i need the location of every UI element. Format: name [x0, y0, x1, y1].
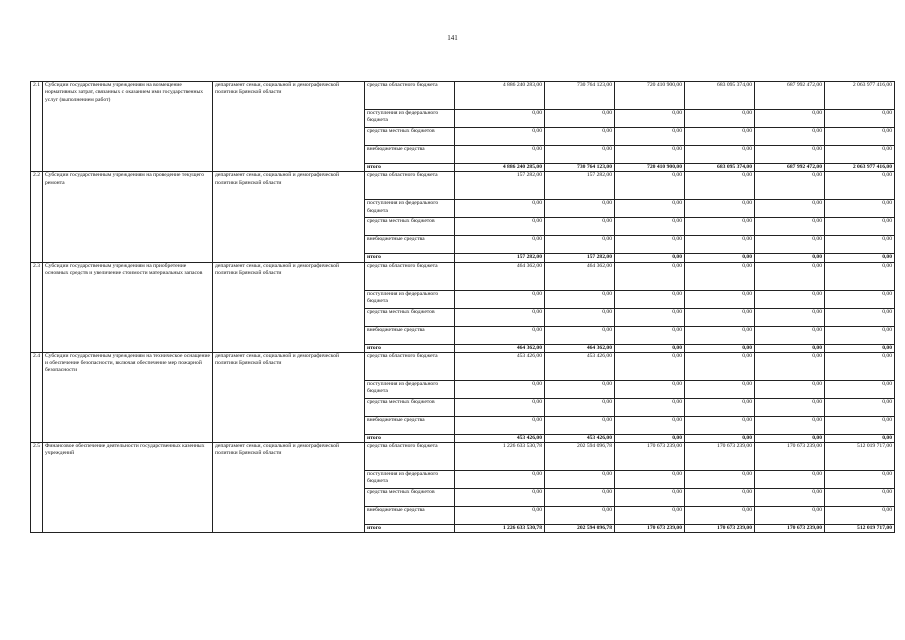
funding-source: внебюджетные средства [365, 146, 455, 164]
amount-cell: 0,00 [615, 308, 685, 326]
row-number: 2.1 [31, 82, 43, 172]
amount-cell: 0,00 [455, 308, 545, 326]
table-row [31, 262, 895, 290]
amount-cell: 170 673 239,00 [755, 525, 825, 533]
funding-source: итого [365, 164, 455, 172]
amount-cell: 0,00 [685, 352, 755, 380]
funding-source: средства местных бюджетов [365, 218, 455, 236]
amount-cell: 0,00 [685, 200, 755, 218]
amount-cell: 0,00 [615, 200, 685, 218]
amount-cell: 0,00 [755, 326, 825, 344]
amount-cell: 0,00 [755, 380, 825, 398]
amount-cell: 0,00 [545, 308, 615, 326]
amount-cell: 0,00 [545, 128, 615, 146]
table-row [31, 443, 895, 471]
amount-cell: 0,00 [825, 308, 895, 326]
amount-cell: 0,00 [755, 290, 825, 308]
page-number: 141 [447, 34, 458, 42]
amount-cell: 0,00 [825, 146, 895, 164]
amount-cell: 170 673 239,00 [755, 443, 825, 471]
amount-cell: 0,00 [755, 507, 825, 525]
amount-cell: 0,00 [455, 218, 545, 236]
amount-cell: 0,00 [825, 416, 895, 434]
funding-source: поступления из федерального бюджета [365, 380, 455, 398]
funding-source: внебюджетные средства [365, 326, 455, 344]
amount-cell: 0,00 [755, 236, 825, 254]
amount-cell: 0,00 [685, 344, 755, 352]
measure-name: Субсидии государственным учреждениям на приобретение основных средств и увеличение стоимости материальных запасов [43, 262, 213, 352]
amount-cell: 0,00 [455, 128, 545, 146]
amount-cell: 730 764 123,00 [545, 164, 615, 172]
amount-cell: 0,00 [545, 380, 615, 398]
amount-cell: 0,00 [685, 236, 755, 254]
amount-cell: 0,00 [455, 416, 545, 434]
measure-name: Субсидии государственным учреждениям на техническое оснащение и обеспечение безопасности, включая обеспечение мер пожарной безопасности [43, 352, 213, 442]
amount-cell: 0,00 [545, 218, 615, 236]
amount-cell: 0,00 [755, 308, 825, 326]
amount-cell: 0,00 [825, 218, 895, 236]
amount-cell: 0,00 [755, 172, 825, 200]
amount-cell: 0,00 [755, 262, 825, 290]
amount-cell: 453 426,00 [455, 352, 545, 380]
amount-cell: 0,00 [755, 398, 825, 416]
amount-cell: 0,00 [545, 489, 615, 507]
amount-cell: 0,00 [455, 398, 545, 416]
amount-cell: 0,00 [545, 416, 615, 434]
amount-cell: 0,00 [685, 471, 755, 489]
amount-cell: 0,00 [685, 262, 755, 290]
amount-cell: 0,00 [825, 352, 895, 380]
executor: департамент семьи, социальной и демографической политики Брянской области [213, 172, 365, 262]
amount-cell: 0,00 [545, 398, 615, 416]
amount-cell: 730 764 123,00 [545, 82, 615, 110]
amount-cell: 0,00 [545, 290, 615, 308]
amount-cell: 0,00 [825, 200, 895, 218]
amount-cell: 0,00 [615, 380, 685, 398]
amount-cell: 0,00 [615, 236, 685, 254]
amount-cell: 0,00 [755, 146, 825, 164]
funding-source: средства областного бюджета [365, 443, 455, 471]
amount-cell: 683 095 374,00 [685, 164, 755, 172]
amount-cell: 0,00 [455, 290, 545, 308]
amount-cell: 0,00 [825, 254, 895, 262]
amount-cell: 170 673 239,00 [685, 525, 755, 533]
amount-cell: 0,00 [615, 416, 685, 434]
amount-cell: 0,00 [685, 507, 755, 525]
funding-source: поступления из федерального бюджета [365, 110, 455, 128]
amount-cell: 464 362,00 [545, 344, 615, 352]
amount-cell: 0,00 [755, 254, 825, 262]
amount-cell: 0,00 [685, 218, 755, 236]
amount-cell: 0,00 [755, 128, 825, 146]
measure-name: Субсидии государственным учреждениям на проведение текущего ремонта [43, 172, 213, 262]
amount-cell: 0,00 [545, 200, 615, 218]
amount-cell: 0,00 [825, 344, 895, 352]
amount-cell: 0,00 [545, 507, 615, 525]
amount-cell: 0,00 [615, 254, 685, 262]
amount-cell: 4 886 240 283,00 [455, 82, 545, 110]
amount-cell: 0,00 [685, 254, 755, 262]
amount-cell: 4 886 240 285,00 [455, 164, 545, 172]
amount-cell: 720 410 900,00 [615, 164, 685, 172]
amount-cell: 464 362,00 [455, 262, 545, 290]
amount-cell: 453 426,00 [545, 434, 615, 442]
measure-name: Субсидии государственным учреждениям на возмещение нормативных затрат, связанных с оказанием ими государственных услуг (выполнением работ) [43, 82, 213, 172]
amount-cell: 0,00 [455, 489, 545, 507]
executor: департамент семьи, социальной и демографической политики Брянской области [213, 443, 365, 533]
amount-cell: 157 282,00 [545, 172, 615, 200]
amount-cell: 0,00 [615, 218, 685, 236]
amount-cell: 0,00 [825, 128, 895, 146]
amount-cell: 0,00 [685, 146, 755, 164]
row-number: 2.2 [31, 172, 43, 262]
amount-cell: 0,00 [685, 308, 755, 326]
amount-cell: 0,00 [755, 471, 825, 489]
executor: департамент семьи, социальной и демографической политики Брянской области [213, 82, 365, 172]
amount-cell: 0,00 [615, 507, 685, 525]
amount-cell: 2 063 977 416,00 [825, 164, 895, 172]
amount-cell: 683 095 374,00 [685, 82, 755, 110]
funding-source: внебюджетные средства [365, 416, 455, 434]
table-row [31, 82, 895, 110]
funding-source: средства областного бюджета [365, 172, 455, 200]
funding-source: средства местных бюджетов [365, 489, 455, 507]
amount-cell: 0,00 [685, 110, 755, 128]
executor: департамент семьи, социальной и демографической политики Брянской области [213, 262, 365, 352]
amount-cell: 157 282,00 [545, 254, 615, 262]
amount-cell: 0,00 [545, 236, 615, 254]
amount-cell: 0,00 [685, 416, 755, 434]
amount-cell: 0,00 [455, 110, 545, 128]
amount-cell: 0,00 [615, 262, 685, 290]
amount-cell: 0,00 [615, 128, 685, 146]
funding-source: итого [365, 254, 455, 262]
amount-cell: 687 992 472,00 [755, 82, 825, 110]
funding-source: итого [365, 344, 455, 352]
amount-cell: 0,00 [615, 172, 685, 200]
amount-cell: 0,00 [615, 398, 685, 416]
amount-cell: 0,00 [455, 471, 545, 489]
amount-cell: 720 410 900,00 [615, 82, 685, 110]
amount-cell: 202 594 096,78 [545, 525, 615, 533]
amount-cell: 0,00 [825, 262, 895, 290]
amount-cell: 0,00 [615, 352, 685, 380]
amount-cell: 453 426,00 [455, 434, 545, 442]
amount-cell: 0,00 [685, 326, 755, 344]
amount-cell: 0,00 [615, 434, 685, 442]
amount-cell: 0,00 [825, 380, 895, 398]
amount-cell: 512 019 717,00 [825, 443, 895, 471]
amount-cell: 202 594 096,78 [545, 443, 615, 471]
amount-cell: 0,00 [755, 434, 825, 442]
funding-source: поступления из федерального бюджета [365, 471, 455, 489]
table-row [31, 352, 895, 380]
amount-cell: 1 226 633 530,78 [455, 443, 545, 471]
amount-cell: 0,00 [685, 489, 755, 507]
amount-cell: 0,00 [615, 344, 685, 352]
funding-source: средства местных бюджетов [365, 128, 455, 146]
amount-cell: 0,00 [755, 416, 825, 434]
amount-cell: 157 282,00 [455, 172, 545, 200]
funding-source: средства местных бюджетов [365, 308, 455, 326]
amount-cell: 453 426,00 [545, 352, 615, 380]
funding-source: итого [365, 525, 455, 533]
amount-cell: 157 282,00 [455, 254, 545, 262]
table-row [31, 172, 895, 200]
amount-cell: 0,00 [755, 200, 825, 218]
funding-source: внебюджетные средства [365, 236, 455, 254]
budget-table [30, 81, 895, 533]
amount-cell: 0,00 [685, 398, 755, 416]
amount-cell: 464 362,00 [455, 344, 545, 352]
amount-cell: 0,00 [615, 290, 685, 308]
amount-cell: 0,00 [455, 236, 545, 254]
amount-cell: 0,00 [755, 218, 825, 236]
funding-source: поступления из федерального бюджета [365, 200, 455, 218]
amount-cell: 0,00 [615, 471, 685, 489]
amount-cell: 0,00 [545, 110, 615, 128]
amount-cell: 512 019 717,00 [825, 525, 895, 533]
amount-cell: 0,00 [455, 200, 545, 218]
amount-cell: 0,00 [755, 489, 825, 507]
row-number: 2.5 [31, 443, 43, 533]
amount-cell: 0,00 [685, 434, 755, 442]
row-number: 2.3 [31, 262, 43, 352]
amount-cell: 0,00 [455, 146, 545, 164]
executor: департамент семьи, социальной и демографической политики Брянской области [213, 352, 365, 442]
amount-cell: 0,00 [825, 172, 895, 200]
amount-cell: 0,00 [685, 290, 755, 308]
funding-source: поступления из федерального бюджета [365, 290, 455, 308]
amount-cell: 1 226 633 530,78 [455, 525, 545, 533]
amount-cell: 0,00 [825, 236, 895, 254]
amount-cell: 0,00 [825, 507, 895, 525]
amount-cell: 0,00 [545, 471, 615, 489]
amount-cell: 0,00 [825, 434, 895, 442]
amount-cell: 0,00 [825, 471, 895, 489]
funding-source: средства местных бюджетов [365, 398, 455, 416]
funding-source: внебюджетные средства [365, 507, 455, 525]
funding-source: итого [365, 434, 455, 442]
amount-cell: 170 673 239,00 [615, 443, 685, 471]
amount-cell: 0,00 [825, 326, 895, 344]
amount-cell: 0,00 [825, 110, 895, 128]
amount-cell: 2 063 977 416,00 [825, 82, 895, 110]
amount-cell: 0,00 [755, 110, 825, 128]
amount-cell: 0,00 [455, 507, 545, 525]
amount-cell: 170 673 239,00 [615, 525, 685, 533]
amount-cell: 0,00 [455, 326, 545, 344]
amount-cell: 0,00 [685, 128, 755, 146]
funding-source: средства областного бюджета [365, 262, 455, 290]
amount-cell: 0,00 [825, 489, 895, 507]
row-number: 2.4 [31, 352, 43, 442]
amount-cell: 0,00 [615, 110, 685, 128]
amount-cell: 687 992 472,00 [755, 164, 825, 172]
amount-cell: 0,00 [825, 290, 895, 308]
amount-cell: 0,00 [755, 344, 825, 352]
amount-cell: 0,00 [615, 146, 685, 164]
amount-cell: 0,00 [685, 380, 755, 398]
amount-cell: 0,00 [755, 352, 825, 380]
amount-cell: 464 362,00 [545, 262, 615, 290]
amount-cell: 0,00 [825, 398, 895, 416]
amount-cell: 0,00 [615, 326, 685, 344]
amount-cell: 0,00 [545, 326, 615, 344]
funding-source: средства областного бюджета [365, 82, 455, 110]
amount-cell: 0,00 [455, 380, 545, 398]
funding-source: средства областного бюджета [365, 352, 455, 380]
amount-cell: 0,00 [545, 146, 615, 164]
measure-name: Финансовое обеспечение деятельности государственных казенных учреждений [43, 443, 213, 533]
amount-cell: 0,00 [615, 489, 685, 507]
amount-cell: 0,00 [685, 172, 755, 200]
amount-cell: 170 673 239,00 [685, 443, 755, 471]
